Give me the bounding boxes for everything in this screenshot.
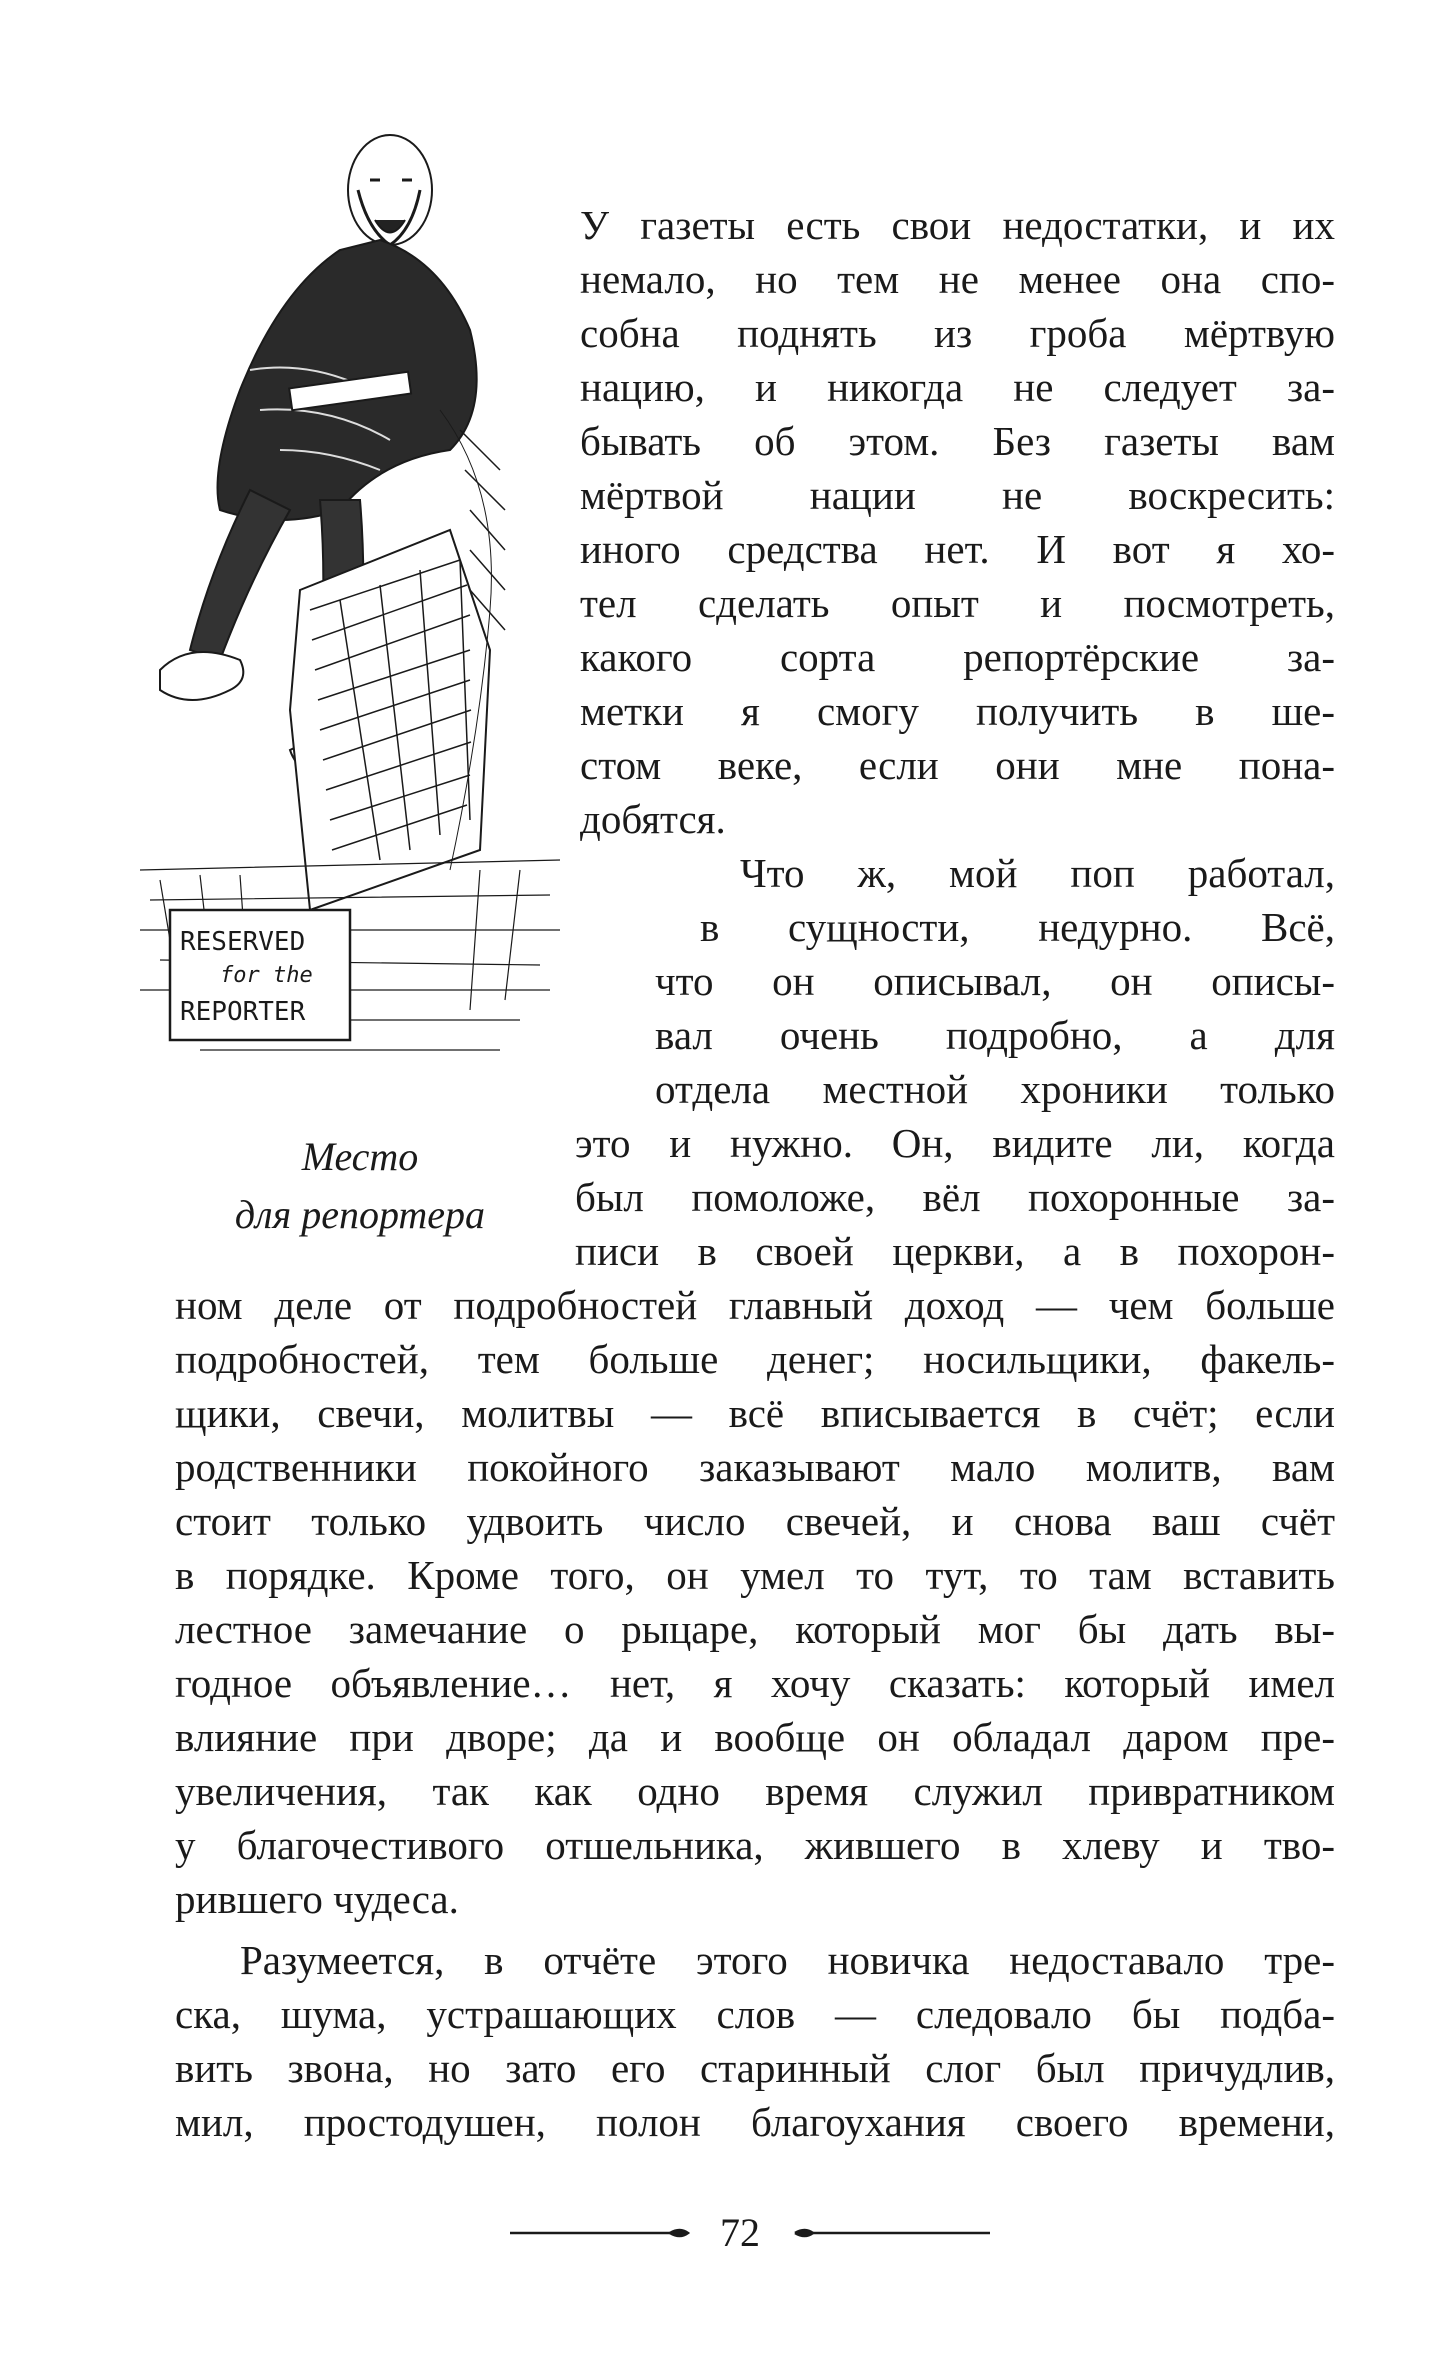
text-line: бывать об этом. Без газеты вам	[580, 418, 1335, 464]
text-line: годное объявление… нет, я хочу сказать: который имел	[175, 1660, 1335, 1706]
text-line: У газеты есть свои недостатки, и их	[580, 202, 1335, 248]
text-line: отдела местной хроники только	[655, 1066, 1335, 1112]
text-line: в порядке. Кроме того, он умел то тут, то там вставить	[175, 1552, 1335, 1598]
text-line: лестное замечание о рыцаре, который мог бы дать вы-	[175, 1606, 1335, 1652]
text-line: увеличения, так как одно время служил привратником	[175, 1768, 1335, 1814]
text-line: мил, простодушен, полон благоухания своего времени,	[175, 2099, 1335, 2145]
caption-line-2: для репортера	[234, 1192, 486, 1237]
illustration-reporter-icon	[140, 110, 570, 1120]
page-number: 72	[720, 2210, 760, 2255]
text-line: у благочестивого отшельника, жившего в хлеву и тво-	[175, 1822, 1335, 1868]
text-line: ска, шума, устрашающих слов — следовало бы подба-	[175, 1991, 1335, 2037]
text-line: мёртвой нации не воскресить:	[580, 472, 1335, 518]
text-line: тел сделать опыт и посмотреть,	[580, 580, 1335, 626]
text-line: нацию, и никогда не следует за-	[580, 364, 1335, 410]
text-line: что он описывал, он описы-	[655, 958, 1335, 1004]
text-line: влияние при дворе; да и вообще он обладал даром пре-	[175, 1714, 1335, 1760]
text-line: подробностей, тем больше денег; носильщики, факель-	[175, 1336, 1335, 1382]
text-line: собна поднять из гроба мёртвую	[580, 310, 1335, 356]
text-line: метки я смогу получить в ше-	[580, 688, 1335, 734]
text-line: это и нужно. Он, видите ли, когда	[575, 1120, 1335, 1166]
sign-line-3: REPORTER	[180, 997, 306, 1027]
text-line: был помоложе, вёл похоронные за-	[575, 1174, 1335, 1220]
sign-line-2: for the	[220, 963, 313, 988]
text-line: Что ж, мой поп работал,	[740, 850, 1335, 896]
sign-line-1: RESERVED	[180, 927, 306, 957]
text-line: стом веке, если они мне пона-	[580, 742, 1335, 788]
text-line: щики, свечи, молитвы — всё вписывается в счёт; если	[175, 1390, 1335, 1436]
text-line: в сущности, недурно. Всё,	[700, 904, 1335, 950]
text-line: добятся.	[580, 796, 726, 842]
text-line: родственники покойного заказывают мало молитв, вам	[175, 1444, 1335, 1490]
caption-line-1: Место	[301, 1134, 419, 1179]
text-line: какого сорта репортёрские за-	[580, 634, 1335, 680]
text-line: стоит только удвоить число свечей, и снова ваш счёт	[175, 1498, 1335, 1544]
text-line: Разумеется, в отчёте этого новичка недоставало тре-	[240, 1937, 1335, 1983]
text-line: вал очень подробно, а для	[655, 1012, 1335, 1058]
text-line: иного средства нет. И вот я хо-	[580, 526, 1335, 572]
text-line: писи в своей церкви, а в похорон-	[575, 1228, 1335, 1274]
text-line: вить звона, но зато его старинный слог был причудлив,	[175, 2045, 1335, 2091]
text-line: рившего чудеса.	[175, 1876, 459, 1922]
text-line: немало, но тем не менее она спо-	[580, 256, 1335, 302]
text-line: ном деле от подробностей главный доход — чем больше	[175, 1282, 1335, 1328]
figure-caption	[180, 1128, 540, 1244]
